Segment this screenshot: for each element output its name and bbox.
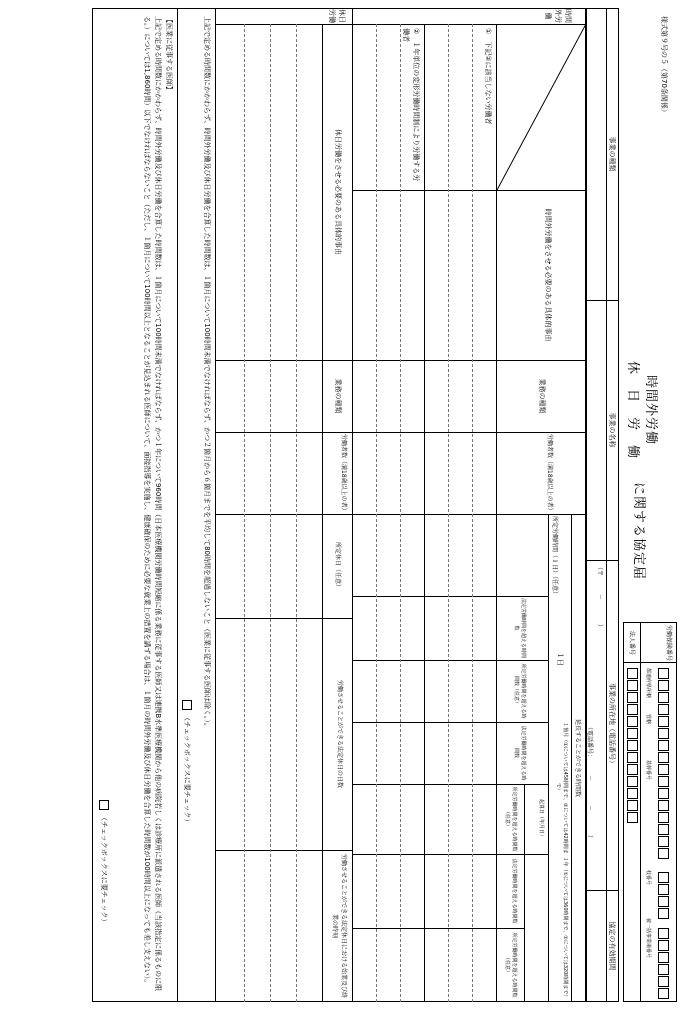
year-prescribed-over: 所定労働時間を超える時間数（任意） bbox=[504, 932, 517, 998]
month-legal-over: 法定労働時間を超える時間数 bbox=[513, 725, 526, 781]
corp-digit-box[interactable] bbox=[627, 752, 638, 763]
form-number: 様式第９号の５（第70条関係） bbox=[660, 16, 668, 116]
corp-digit-box[interactable] bbox=[627, 680, 638, 691]
check1-label: （チェックボックスに要チェック） bbox=[183, 714, 191, 826]
check2-row bbox=[99, 800, 109, 926]
insurance-digit-box[interactable] bbox=[658, 740, 669, 751]
insurance-digit-box[interactable] bbox=[658, 716, 669, 727]
phone-number: （電話番号： － － ） bbox=[586, 724, 593, 842]
ins-sub-group: 被一括事業場番号 bbox=[645, 918, 651, 959]
combined-checkbox[interactable] bbox=[182, 700, 192, 710]
holiday-section-label: 休日労働 bbox=[328, 9, 346, 23]
doctor-heading: 【医業に従事する医師】 bbox=[165, 16, 173, 93]
start-date-header: 起算日（年月日） bbox=[538, 798, 544, 839]
day-header: １日 bbox=[556, 652, 564, 666]
insurance-digit-box[interactable] bbox=[658, 668, 669, 679]
doctor-checkbox[interactable] bbox=[99, 800, 109, 810]
insurance-digit-box[interactable] bbox=[658, 812, 669, 823]
title-stack bbox=[623, 340, 659, 480]
validity-label: 協定の有効期間 bbox=[608, 921, 616, 971]
corp-digit-box[interactable] bbox=[627, 812, 638, 823]
month-header: １箇月（①については45時間まで、②については42時間まで） bbox=[555, 722, 568, 854]
ins-sub-base: 基幹番号 bbox=[645, 760, 651, 781]
day-legal-over: 法定労働時間を超える時間数 bbox=[513, 598, 526, 659]
holiday-business-header: 業務の種類 bbox=[334, 378, 342, 414]
corp-digit-box[interactable] bbox=[627, 692, 638, 703]
insurance-digit-box[interactable] bbox=[658, 908, 669, 919]
insurance-digit-box[interactable] bbox=[658, 788, 669, 799]
check2-label: （チェックボックスに要チェック） bbox=[100, 814, 108, 926]
overtime-row1-label: ① 下記②に該当しない労働者 bbox=[484, 28, 492, 125]
corp-digit-box[interactable] bbox=[627, 668, 638, 679]
insurance-digit-box[interactable] bbox=[658, 976, 669, 987]
business-type-label: 事業の種類 bbox=[608, 136, 616, 172]
doctor-note bbox=[141, 16, 174, 996]
insurance-digit-box[interactable] bbox=[658, 896, 669, 907]
business-location-label: 事業の所在地（電話番号） bbox=[608, 683, 616, 767]
holiday-prescribed-header: 所定休日（任意） bbox=[334, 541, 341, 590]
check1-row bbox=[182, 700, 192, 826]
insurance-digit-box[interactable] bbox=[658, 848, 669, 859]
insurance-digit-box[interactable] bbox=[658, 928, 669, 939]
insurance-digit-box[interactable] bbox=[658, 704, 669, 715]
corp-no-label: 法人番号 bbox=[628, 630, 635, 655]
insurance-digit-box[interactable] bbox=[658, 752, 669, 763]
year-header: １年（①については360時間まで、②については320時間まで） bbox=[562, 856, 568, 1000]
overtime-section-label: 時間外労働 bbox=[544, 9, 572, 23]
year-legal-over: 法定労働時間を超える時間数 bbox=[511, 858, 517, 924]
insurance-no-label: 労働保険番号 bbox=[665, 624, 672, 661]
doctor-text: 上記で定める時間数にかかわらず、時間外労働及び休日労働を合算した時間数は、１箇月について100時間未満でなければならず、かつ１年について960時間（日本医療機関労働時間短縮に係る業務に従事する医師又は連携B水準医療機関から他の病院若しくは診療所に派遣される医師（当該指定に係るものに限る。）については1,860時間）以下でなければならないこと（ただし、１箇月について100時間以上となることが見込まれる医師について、面接指導を実施し、健康確保のために必要な就業上の措置を講ずる場合は、１箇月の時間外労働及び休日労働を合算した時間数が100時間以上になっても差し支えない）。 bbox=[143, 16, 162, 992]
corp-digit-box[interactable] bbox=[627, 716, 638, 727]
corp-digit-box[interactable] bbox=[627, 788, 638, 799]
overtime-workers-header: 労働者数（満18歳以上の者） bbox=[546, 434, 553, 514]
ins-sub-branch: 枝番号 bbox=[645, 870, 651, 886]
overtime-row2-label: ② １年単位の変形労働時間制により労働する労働者 bbox=[402, 28, 420, 182]
combined-note: 上記で定める時間数にかかわらず、時間外労働及び休日労働を合算した時間数は、１箇月について100時間未満でなければならず、かつ２箇月から６箇月までを平均して80時間を超過しないこと（医業に従事する医師は除く。）。 bbox=[203, 16, 211, 730]
title-suffix: に関する協定届 bbox=[631, 482, 646, 581]
insurance-digit-box[interactable] bbox=[658, 692, 669, 703]
day-prescribed-over: 所定労働時間を超える時間数（任意） bbox=[513, 663, 526, 719]
overtime-reason-header: 時間外労働をさせる必要のある具体的事由 bbox=[544, 208, 552, 342]
insurance-digit-box[interactable] bbox=[658, 836, 669, 847]
title-overtime: 時間外労働 bbox=[643, 374, 658, 445]
insurance-digit-box[interactable] bbox=[658, 988, 669, 999]
postal-code: （〒 － ） bbox=[596, 564, 603, 631]
corp-digit-box[interactable] bbox=[627, 800, 638, 811]
title-holiday: 休 日 労 働 bbox=[625, 360, 640, 459]
ins-sub-prefecture: 都道府県所轄 bbox=[645, 668, 651, 699]
business-name-label: 事業の名称 bbox=[608, 412, 616, 448]
holiday-reason-header: 休日労働をさせる必要のある具体的事由 bbox=[334, 129, 342, 255]
corp-digit-box[interactable] bbox=[627, 728, 638, 739]
corp-digit-box[interactable] bbox=[627, 704, 638, 715]
ins-sub-jurisdiction: 管轄 bbox=[645, 714, 651, 725]
insurance-digit-box[interactable] bbox=[658, 824, 669, 835]
holiday-hours-header: 労働させることができる法定休日における始業及び終業の時刻 bbox=[331, 853, 347, 998]
insurance-digit-box[interactable] bbox=[658, 964, 669, 975]
corp-digit-box[interactable] bbox=[627, 764, 638, 775]
month-prescribed-over: 所定労働時間を超える時間数（任意） bbox=[504, 786, 517, 852]
insurance-digit-box[interactable] bbox=[658, 940, 669, 951]
insurance-digit-box[interactable] bbox=[658, 872, 669, 883]
holiday-workers-header: 労働者数（満18歳以上の者） bbox=[340, 434, 347, 514]
insurance-digit-box[interactable] bbox=[658, 776, 669, 787]
corp-digit-box[interactable] bbox=[627, 740, 638, 751]
insurance-digit-box[interactable] bbox=[658, 800, 669, 811]
insurance-digit-box[interactable] bbox=[658, 728, 669, 739]
insurance-digit-box[interactable] bbox=[658, 680, 669, 691]
insurance-digit-box[interactable] bbox=[658, 952, 669, 963]
overtime-business-header: 業務の種類 bbox=[538, 378, 546, 414]
header-diagonal bbox=[497, 24, 586, 190]
insurance-digit-box[interactable] bbox=[658, 764, 669, 775]
holiday-days-header: 労働させることができる法定休日の日数 bbox=[336, 679, 343, 788]
corp-digit-box[interactable] bbox=[627, 776, 638, 787]
insurance-digit-box[interactable] bbox=[658, 884, 669, 895]
extendable-hours-header: 延長することができる時間数 bbox=[574, 718, 581, 797]
overtime-hours-header: 所定労働時間（１日）（任意） bbox=[551, 516, 558, 598]
